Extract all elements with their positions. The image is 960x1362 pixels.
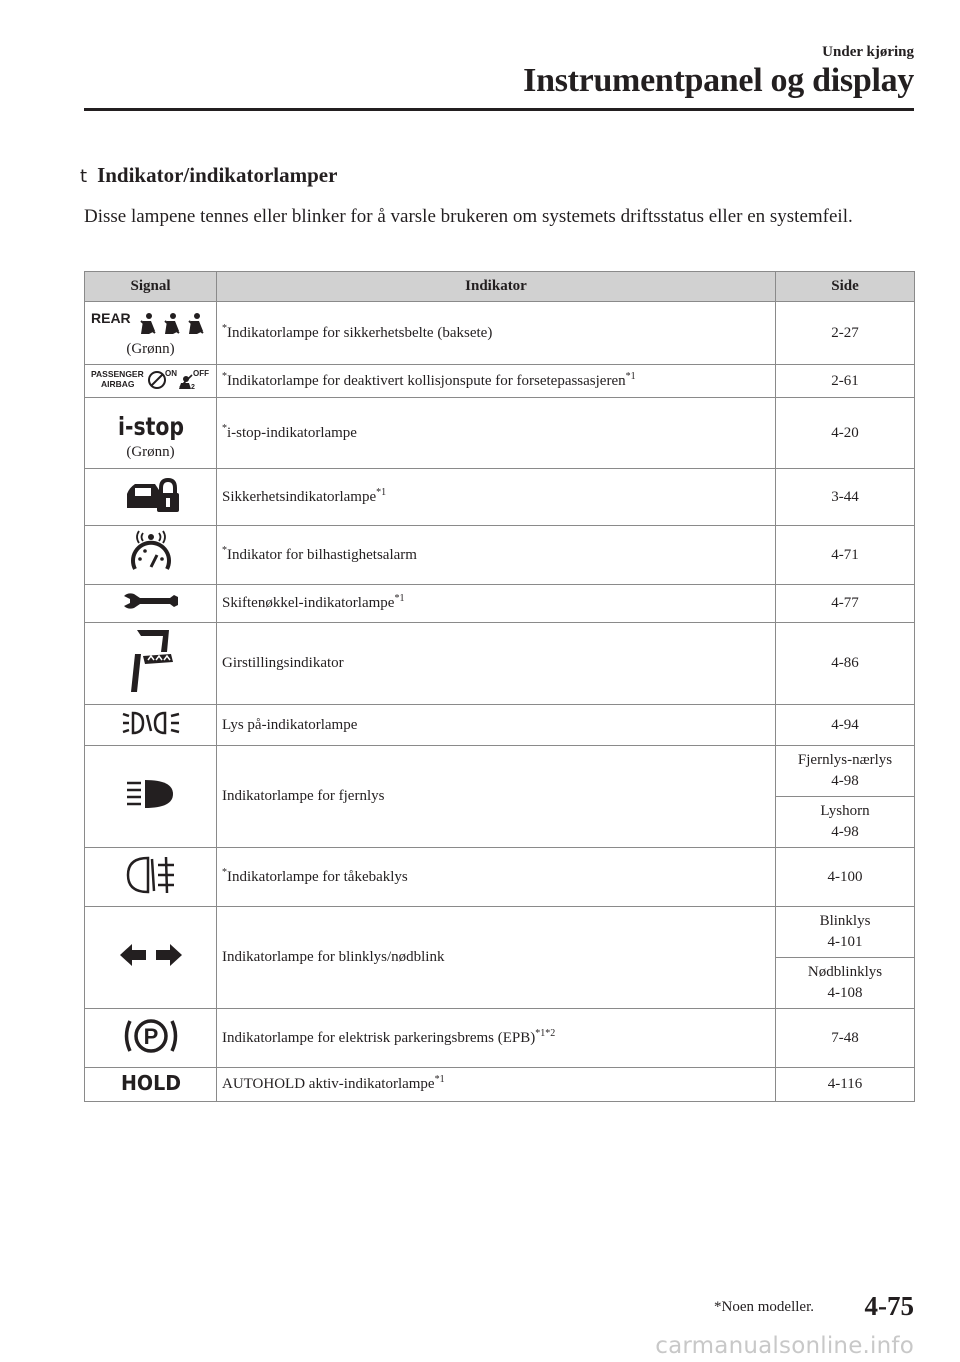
indicator-label: Indikatorlampe for deaktivert kollisjonspute for forsetepassasjeren — [227, 372, 626, 389]
indicator-cell: *Indikatorlampe for sikkerhetsbelte (baksete) — [217, 302, 776, 365]
table-row — [85, 746, 915, 797]
col-header-signal: Signal — [85, 272, 217, 302]
watermark: carmanualsonline.info — [655, 1333, 914, 1359]
table-row — [85, 398, 915, 469]
rear-fog-icon — [124, 855, 178, 895]
indicator-cell: Indikatorlampe for elektrisk parkeringsbrems (EPB)$^{*1*2}$ — [217, 1009, 776, 1068]
page-number: 4-75 — [864, 1291, 914, 1321]
page-cell: 4-100 — [776, 848, 915, 907]
indicator-cell: *i-stop-indikatorlampe — [217, 398, 776, 469]
signal-cell — [85, 848, 217, 907]
table-row — [85, 1068, 915, 1102]
table-row — [85, 302, 915, 365]
svg-text:2: 2 — [190, 383, 195, 391]
page-cell: Lyshorn 4-98 — [776, 797, 915, 848]
signal-cell — [85, 585, 217, 623]
indicator-cell: *Indikatorlampe for tåkebaklys — [217, 848, 776, 907]
indicator-label: Sikkerhetsindikatorlampe — [222, 488, 377, 505]
rear-seatbelt-icon — [89, 309, 213, 339]
signal-cell — [85, 526, 217, 585]
table-row — [85, 705, 915, 746]
page-cell: 4-94 — [776, 705, 915, 746]
svg-text:PASSENGER: PASSENGER — [90, 368, 144, 379]
signal-cell — [85, 907, 217, 1009]
lights-on-icon — [121, 710, 181, 736]
table-row — [85, 526, 915, 585]
wrench-icon — [122, 590, 180, 612]
signal-cell — [85, 705, 217, 746]
signal-cell — [85, 1068, 217, 1102]
section-title: Indikator/indikatorlamper — [97, 163, 338, 187]
table-row — [85, 585, 915, 623]
signal-cell — [85, 302, 217, 365]
indicator-cell: Skiftenøkkel-indikatorlampe$^{*1}$ — [217, 585, 776, 623]
svg-text:HOLD: HOLD — [120, 1071, 181, 1095]
turn-signal-icon — [118, 941, 184, 969]
indicator-label: Girstillingsindikator — [222, 655, 344, 671]
indicator-label: Skiftenøkkel-indikatorlampe — [222, 595, 395, 611]
page-cell: 4-86 — [776, 623, 915, 705]
svg-text:i-stop: i-stop — [117, 411, 184, 441]
page-title: Instrumentpanel og display — [523, 62, 914, 99]
indicator-cell: AUTOHOLD aktiv-indikatorlampe$^{*1}$ — [217, 1068, 776, 1102]
indicator-label: Indikator for bilhastighetsalarm — [227, 546, 417, 563]
icon-color-note: (Grønn) — [126, 340, 175, 357]
indicator-cell — [217, 623, 776, 705]
page-cell: 2-27 — [776, 302, 915, 365]
indicator-label: Indikatorlampe for elektrisk parkeringsbrems (EPB) — [222, 1029, 536, 1046]
page-cell: 7-48 — [776, 1009, 915, 1068]
section-heading — [80, 163, 337, 188]
page-cell: 3-44 — [776, 469, 915, 526]
intro-paragraph: Disse lampene tennes eller blinker for å varsle brukeren om systemets driftsstatus eller en systemfeil. — [84, 206, 853, 227]
table-row — [85, 907, 915, 958]
page-cell: 4-71 — [776, 526, 915, 585]
svg-text:OFF: OFF — [192, 368, 209, 378]
svg-text:ON: ON — [164, 368, 177, 378]
indicator-cell: Sikkerhetsindikatorlampe$^{*1}$ — [217, 469, 776, 526]
table-header-row — [85, 272, 915, 302]
table-row — [85, 469, 915, 526]
speed-alarm-icon — [125, 531, 177, 575]
col-header-page: Side — [776, 272, 915, 302]
security-lock-car-icon — [121, 476, 181, 514]
epb-parking-icon — [121, 1013, 181, 1059]
svg-text:P: P — [143, 1023, 158, 1049]
table-row — [85, 365, 915, 398]
indicator-table — [84, 271, 915, 1102]
indicator-cell: *Indikatorlampe for deaktivert kollisjonspute for forsetepassasjeren$^{*1}$ — [217, 365, 776, 398]
passenger-airbag-off-icon — [89, 367, 213, 391]
table-row — [85, 1009, 915, 1068]
table-row — [85, 848, 915, 907]
gear-position-icon — [123, 626, 179, 696]
signal-cell — [85, 623, 217, 705]
indicator-label: Indikatorlampe for fjernlys — [222, 788, 385, 804]
page-cell: Blinklys 4-101 — [776, 907, 915, 958]
indicator-label: Indikatorlampe for tåkebaklys — [227, 868, 408, 885]
indicator-cell — [217, 705, 776, 746]
indicator-cell: *Indikator for bilhastighetsalarm — [217, 526, 776, 585]
indicator-label: AUTOHOLD aktiv-indikatorlampe — [222, 1076, 435, 1092]
signal-cell — [85, 469, 217, 526]
autohold-icon — [119, 1070, 183, 1094]
high-beam-icon — [123, 778, 179, 810]
page-cell: 4-116 — [776, 1068, 915, 1102]
i-stop-icon — [116, 406, 186, 442]
signal-cell — [85, 365, 217, 398]
indicator-label: i-stop-indikatorlampe — [227, 424, 357, 441]
signal-cell — [85, 1009, 217, 1068]
svg-text:AIRBAG: AIRBAG — [100, 378, 135, 389]
svg-text:REAR: REAR — [90, 309, 131, 326]
page-cell: 2-61 — [776, 365, 915, 398]
table-row — [85, 623, 915, 705]
icon-color-note: (Grønn) — [126, 443, 175, 460]
signal-cell — [85, 398, 217, 469]
page-cell: 4-77 — [776, 585, 915, 623]
header-rule — [84, 108, 914, 111]
indicator-cell — [217, 746, 776, 848]
indicator-cell — [217, 907, 776, 1009]
indicator-label: Indikatorlampe for sikkerhetsbelte (baksete) — [227, 324, 493, 341]
indicator-label: Indikatorlampe for blinklys/nødblink — [222, 949, 445, 965]
signal-cell — [85, 746, 217, 848]
col-header-indicator: Indikator — [217, 272, 776, 302]
chapter-label: Under kjøring — [822, 44, 914, 60]
footnote: *Noen modeller. — [714, 1299, 814, 1315]
indicator-label: Lys på-indikatorlampe — [222, 716, 358, 733]
page-cell: 4-20 — [776, 398, 915, 469]
section-bullet: t — [80, 166, 88, 187]
page-cell: Nødblinklys 4-108 — [776, 958, 915, 1009]
page-cell: Fjernlys-nærlys 4-98 — [776, 746, 915, 797]
